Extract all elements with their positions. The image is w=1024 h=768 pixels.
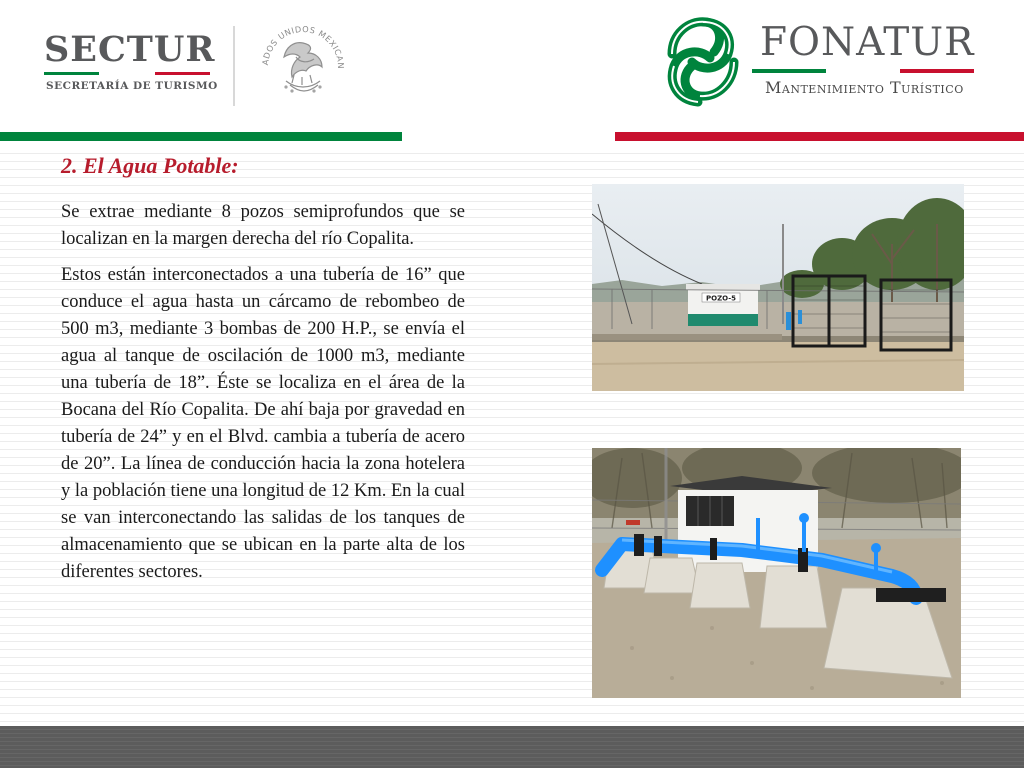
footer-bar — [0, 726, 1024, 768]
slide-heading: 2. El Agua Potable: — [61, 153, 239, 178]
svg-text:ESTADOS UNIDOS MEXICANOS: ADOS UNIDOS MEXICAN — [259, 23, 347, 70]
fonatur-subtitle: Mantenimiento Turístico — [765, 78, 964, 97]
national-seal-icon — [256, 17, 350, 111]
green-band — [0, 132, 402, 141]
fonatur-knot-icon — [662, 14, 744, 108]
fonatur-tricolor-rule — [752, 69, 974, 73]
sectur-subtitle: SECRETARÍA DE TURISMO — [46, 80, 218, 92]
paragraph-2: Estos están interconectados a una tubería de 16” que conduce el agua hasta un cárcamo de rebombeo de 500 m3, mediante 3 bombas de 200 H.P., se envía el agua al tanque de oscilación de 1000 m3, mediante una tubería de 18”. Éste se localiza en el área de la Bocana del Río Copalita. De ahí baja por gravedad en tubería de 24” y en el Blvd. cambia a tubería de acero de 20”. La línea de conducción hacia la zona hotelera y la población tiene una longitud de 12 Km. En la cual se van interconectando las salidas de los tanques de almacenamiento que se ubican en la parte alta de los diferentes sectores. — [61, 265, 465, 582]
well-house-photo — [592, 184, 964, 391]
sectur-tricolor-rule — [44, 72, 210, 75]
logo-divider — [233, 26, 235, 106]
sectur-logo — [44, 29, 218, 102]
pump-pipeline-photo — [592, 448, 961, 698]
header — [0, 0, 1024, 132]
paragraph-1: Se extrae mediante 8 pozos semiprofundos que se localizan en la margen derecha del río Copalita. — [61, 202, 465, 249]
well-sign-text: POZO-5 — [705, 294, 737, 303]
body-text — [61, 199, 465, 595]
fonatur-name: FONATUR — [760, 20, 975, 65]
red-band — [615, 132, 1024, 141]
sectur-name: SECTUR — [44, 29, 216, 70]
